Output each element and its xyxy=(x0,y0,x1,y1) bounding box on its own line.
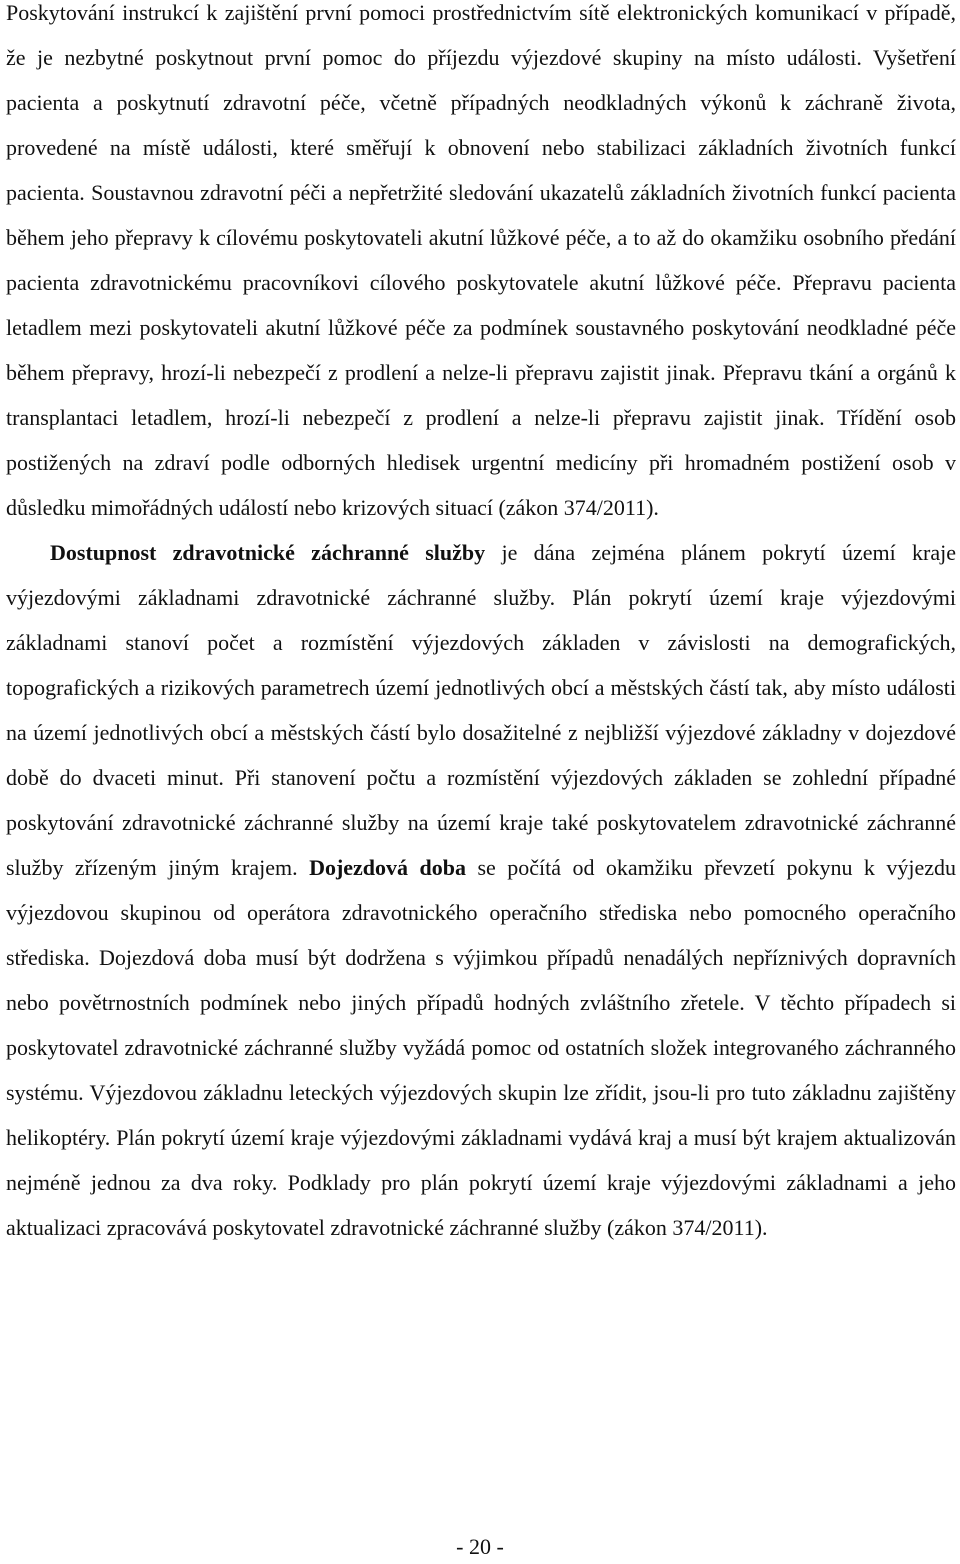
body-paragraph-availability xyxy=(6,530,956,1250)
body-paragraph-services xyxy=(6,0,956,530)
bold-term-availability: Dostupnost zdravotnické záchranné služby xyxy=(50,540,486,565)
paragraph-text: Poskytování instrukcí k zajištění první pomoci prostřednictvím sítě elektronických komunikací v případě, že je nezbytné poskytnout první pomoc do příjezdu výjezdové skupiny na místo události. Vyšetření pacienta a poskytnutí zdravotní péče, včetně případných neodkladných výkonů k záchraně života, provedené na místě události, které směřují k obnovení nebo stabilizaci základních životních funkcí pacienta. Soustavnou zdravotní péči a nepřetržité sledování ukazatelů základních životních funkcí pacienta během jeho přepravy k cílovému poskytovateli akutní lůžkové péče, a to až do okamžiku osobního předání pacienta zdravotnickému pracovníkovi cílového poskytovatele akutní lůžkové péče. Přepravu pacienta letadlem mezi poskytovateli akutní lůžkové péče za podmínek soustavného poskytování neodkladné péče během přepravy, hrozí-li nebezpečí z prodlení a nelze-li přepravu zajistit jinak. Přepravu tkání a orgánů k transplantaci letadlem, hrozí-li nebezpečí z prodlení a nelze-li přepravu zajistit jinak. Třídění osob postižených na zdraví podle odborných hledisek urgentní medicíny při hromadném postižení osob v důsledku mimořádných událostí nebo krizových situací (zákon 374/2011). xyxy=(6,0,956,520)
bold-term-arrival-time: Dojezdová doba xyxy=(309,855,466,880)
page-number: - 20 - xyxy=(456,1534,504,1559)
document-page xyxy=(6,0,956,1250)
paragraph-text: je dána zejména plánem pokrytí území kraje výjezdovými základnami zdravotnické záchranné služby. Plán pokrytí území kraje výjezdovými základnami stanoví počet a rozmístění výjezdových základen v závislosti na demografických, topografických a rizikových parametrech území jednotlivých obcí a městských částí tak, aby místo události na území jednotlivých obcí a městských částí bylo dosažitelné z nejbližší výjezdové základny v dojezdové době do dvaceti minut. Při stanovení počtu a rozmístění výjezdových základen se zohlední případné poskytování zdravotnické záchranné služby na území kraje také poskytovatelem zdravotnické záchranné služby zřízeným jiným krajem. xyxy=(6,540,956,880)
paragraph-text: se počítá od okamžiku převzetí pokynu k výjezdu výjezdovou skupinou od operátora zdravotnického operačního střediska nebo pomocného operačního střediska. Dojezdová doba musí být dodržena s výjimkou případů nenadálých nepříznivých dopravních nebo povětrnostních podmínek nebo jiných případů hodných zvláštního zřetele. V těchto případech si poskytovatel zdravotnické záchranné služby vyžádá pomoc od ostatních složek integrovaného záchranného systému. Výjezdovou základnu leteckých výjezdových skupin lze zřídit, jsou-li pro tuto základnu zajištěny helikoptéry. Plán pokrytí území kraje výjezdovými základnami vydává kraj a musí být krajem aktualizován nejméně jednou za dva roky. Podklady pro plán pokrytí území kraje výjezdovými základnami a jeho aktualizaci zpracovává poskytovatel zdravotnické záchranné služby (zákon 374/2011). xyxy=(6,855,957,1240)
